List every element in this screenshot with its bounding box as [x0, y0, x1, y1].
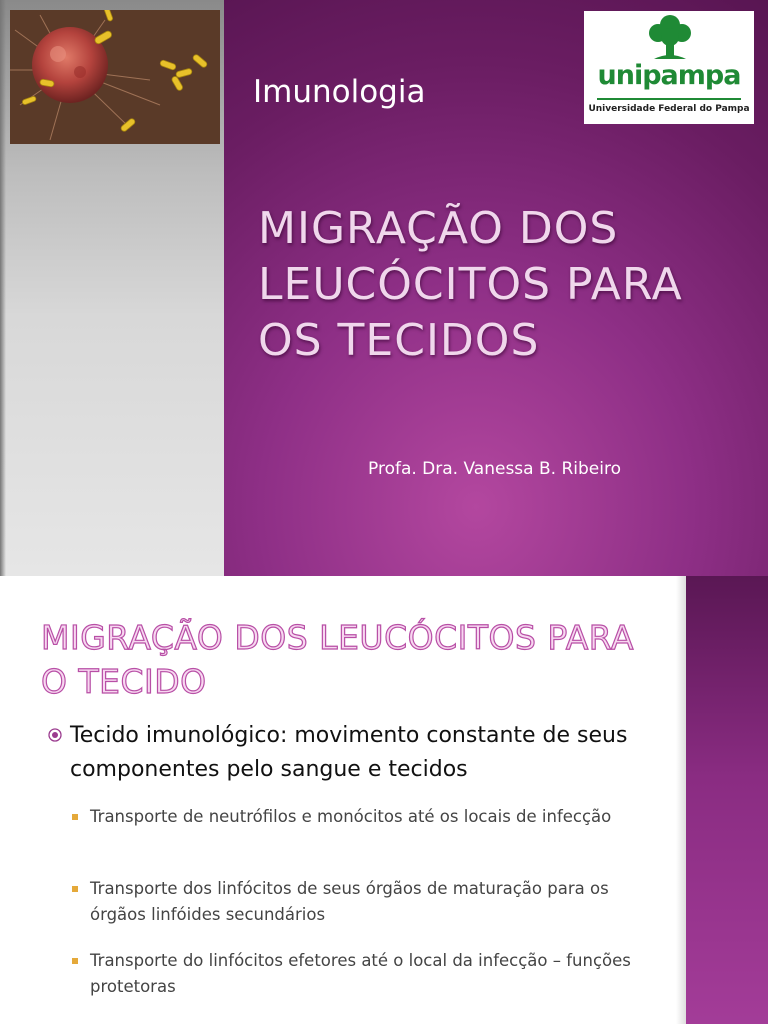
bullet-square-icon — [72, 814, 78, 820]
main-bullet-text: Tecido imunológico: movimento constante de seus componentes pelo sangue e tecidos — [70, 723, 628, 782]
right-panel — [686, 576, 768, 1024]
sub-bullet — [72, 876, 652, 928]
bullet-circle-icon — [48, 728, 62, 742]
author-name: Profa. Dra. Vanessa B. Ribeiro — [368, 459, 621, 479]
logo-divider — [597, 98, 741, 100]
logo-wordmark: unipampa — [597, 60, 741, 91]
leukocyte-micrograph — [10, 10, 220, 144]
leukocyte-micrograph-image — [10, 10, 220, 144]
tree-icon — [584, 11, 754, 67]
bullet-square-icon — [72, 886, 78, 892]
main-bullet — [48, 719, 668, 787]
slide-title: MIGRAÇÃO DOS LEUCÓCITOS PARA O TECIDO — [41, 618, 634, 701]
subject-title: Imunologia — [253, 74, 426, 110]
sub-bullet-text: Transporte do linfócitos efetores até o local da infecção – funções protetoras — [90, 951, 631, 996]
unipampa-logo — [584, 11, 754, 124]
right-panel-shadow — [676, 576, 686, 1024]
presentation-title: MIGRAÇÃO DOS LEUCÓCITOS PARA OS TECIDOS — [258, 203, 683, 366]
left-panel-edge — [0, 0, 6, 576]
sub-bullet — [72, 804, 652, 830]
logo-subtitle: Universidade Federal do Pampa — [588, 104, 750, 114]
bullet-square-icon — [72, 958, 78, 964]
sub-bullet-text: Transporte de neutrófilos e monócitos até os locais de infecção — [90, 807, 612, 826]
sub-bullet — [72, 948, 652, 1000]
content-slide — [0, 576, 768, 1024]
sub-bullet-text: Transporte dos linfócitos de seus órgãos de maturação para os órgãos linfóides secundários — [90, 879, 609, 924]
